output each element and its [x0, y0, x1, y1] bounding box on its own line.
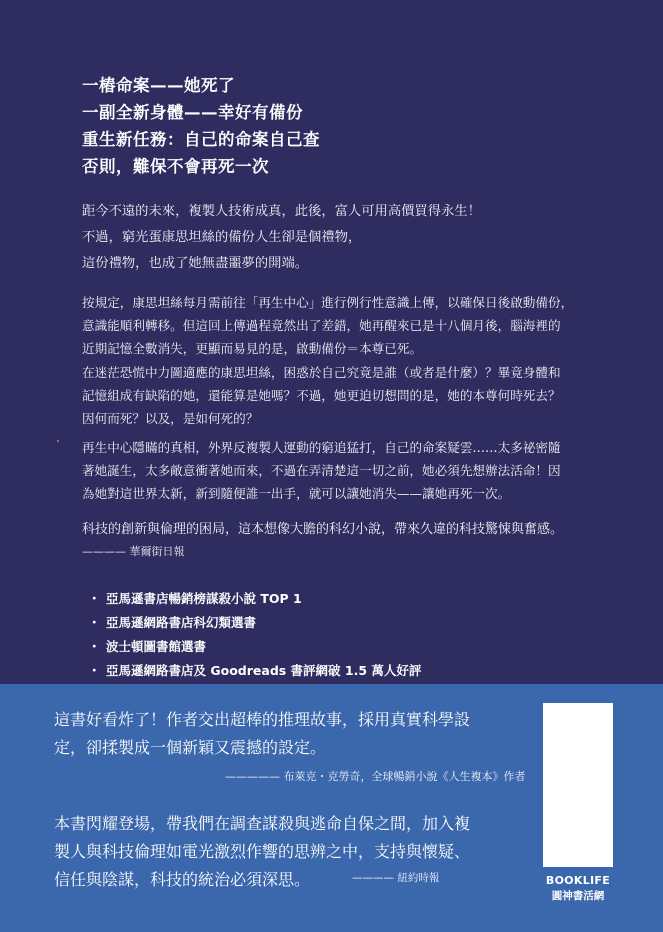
paragraph-line: 為她對這世界太新，新到隨便誰一出手，就可以讓她消失——讓她再死一次。 [82, 486, 511, 501]
accolade-item [88, 611, 421, 635]
quote-line: 這書好看炸了！作者交出超棒的推理故事，採用真實科學設 [54, 710, 471, 729]
paragraph-line: 記憶組成有缺陷的她，還能算是她嗎？不過，她更迫切想問的是，她的本尊何時死去？ [82, 388, 561, 403]
quote-line: 製人與科技倫理如電光激烈作響的思辨之中，支持與懷疑、 [54, 842, 471, 861]
paragraph-line: 科技的創新與倫理的困局，這本想像大膽的科幻小說，帶來久違的科技驚悚與奮感。 [82, 522, 564, 537]
accolade-list [88, 587, 421, 683]
quote-line: 信任與陰謀，科技的統治必須深思。 [54, 870, 311, 889]
speck-dot [57, 440, 59, 442]
synopsis-paragraph-3 [82, 436, 588, 505]
logo-subtitle: 圓神書活網 [551, 890, 605, 902]
review-quote-wsj [82, 518, 588, 541]
review-credit-wsj: ———— 華爾街日報 [82, 545, 185, 558]
publisher-logo [543, 874, 613, 903]
paragraph-line: 不過，窮光蛋康思坦絲的備份人生卻是個禮物， [82, 230, 362, 245]
paragraph-line: 因何而死？以及，是如何死的？ [82, 411, 259, 426]
paragraph-line: 近期記憶全數消失，更顯而易見的是，啟動備份＝本尊已死。 [82, 341, 423, 356]
bullet-marker: ・ [88, 591, 101, 606]
paragraph-line: 著她誕生，太多敵意衝著她而來，不過在弄清楚這一切之前，她必須先想辦法活命！因 [82, 463, 561, 478]
quote-line: 定，卻揉製成一個新穎又震撼的設定。 [54, 738, 327, 757]
barcode-area [543, 703, 613, 867]
quote-line: 本書閃耀登場，帶我們在調查謀殺與逃命自保之間，加入複 [54, 814, 471, 833]
accolade-text: 波士頓圖書館選書 [106, 639, 207, 654]
paragraph-line: 再生中心隱瞞的真相，外界反複製人運動的窮追猛打，自己的命案疑雲……太多祕密隨 [82, 440, 561, 455]
bullet-marker: ・ [88, 663, 101, 678]
paragraph-line: 在迷茫恐慌中力圖適應的康思坦絲，困惑於自己究竟是誰（或者是什麼）？畢竟身體和 [82, 365, 561, 380]
paragraph-line: 意識能順利轉移。但這回上傳過程竟然出了差錯，她再醒來已是十八個月後，腦海裡的 [82, 318, 561, 333]
intro-paragraph [82, 199, 588, 277]
headline-line: 重生新任務：自己的命案自己查 [82, 130, 320, 149]
paragraph-line: 按規定，康思坦絲每月需前往「再生中心」進行例行性意識上傳，以確保日後啟動備份， [82, 295, 574, 310]
accolade-item [88, 659, 421, 683]
logo-wordmark: BOOKLIFE [545, 874, 611, 887]
headline [82, 72, 320, 180]
paragraph-line: 距今不遠的未來，複製人技術成真，此後，富人可用高價買得永生！ [82, 204, 481, 219]
synopsis-paragraph-1 [82, 291, 588, 360]
review-credit-crouch: ————— 布萊克・克勞奇，全球暢銷小說《人生複本》作者 [225, 770, 526, 783]
synopsis-paragraph-2 [82, 361, 588, 430]
review-credit-nyt: ———— 紐約時報 [352, 872, 440, 884]
headline-line: 一副全新身體——幸好有備份 [82, 103, 303, 122]
paragraph-line: 這份禮物，也成了她無盡噩夢的開端。 [82, 256, 309, 271]
headline-line: 否則，難保不會再死一次 [82, 157, 269, 176]
review-quote-crouch [54, 706, 470, 762]
accolade-item [88, 587, 421, 611]
accolade-text: 亞馬遜書店暢銷榜謀殺小說 TOP 1 [106, 591, 302, 606]
accolade-item [88, 635, 421, 659]
bullet-marker: ・ [88, 615, 101, 630]
accolade-text: 亞馬遜網路書店及 Goodreads 書評網破 1.5 萬人好評 [106, 663, 422, 678]
bullet-marker: ・ [88, 639, 101, 654]
accolade-text: 亞馬遜網路書店科幻類選書 [106, 615, 257, 630]
headline-line: 一樁命案——她死了 [82, 76, 235, 95]
